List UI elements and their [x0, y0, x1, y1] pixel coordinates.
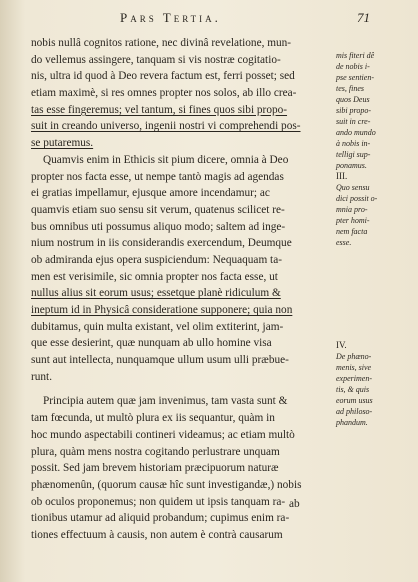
text-line-underlined: ineptum id in Physicâ consideratione supponere; quia non [31, 304, 293, 316]
margin-notes [336, 50, 412, 428]
text-line-underlined: nullus alius sit eorum usus; essetque planè ridiculum & [31, 287, 281, 300]
text-line: possit. Sed jam brevem historiam præcipuorum naturæ [31, 462, 279, 475]
text-line: men est verisimile, sic omnia propter nos facta esse, ut [31, 270, 278, 283]
margin-note-line: quos Deus [336, 95, 370, 104]
margin-note-line: tes, fines [336, 84, 364, 93]
text-line: do vellemus assingere, tanquam si vis nostræ cogitatio- [31, 53, 281, 66]
page-number: 71 [357, 10, 370, 25]
text-line: nis, ultra id quod à Deo revera factum est, ferri posset; sed [31, 70, 295, 83]
margin-note-line: dici possit o- [336, 194, 378, 203]
text-line-underlined: tas esse fingeremus; vel tantum, si fines quos sibi propo- [31, 103, 288, 116]
text-line-underlined: se putaremus. [31, 137, 94, 150]
margin-note-line: mis fiteri dê [336, 51, 375, 60]
text-line: nobis nullâ cognitos ratione, nec divinâ revelatione, mun- [31, 37, 292, 49]
text-line: propter nos facta esse, ut nempe tantò magis ad agendas [31, 170, 284, 183]
margin-section-number: III. [336, 171, 348, 181]
text-line: ob admiranda ejus opera suspiciendum: Nequaquam ta- [31, 253, 282, 266]
text-line: nium nostrum in iis considerandis exercendum, Deumque [31, 237, 292, 250]
text-line: ei gratias impellamur, ejusque amore incendamur; ac [31, 187, 270, 200]
margin-note-line: suit in cre- [336, 117, 371, 126]
margin-note-line: mnia pro- [336, 205, 368, 214]
text-line: ob oculos proponemus; non quidem ut ipsis tanquam ra- [31, 495, 286, 508]
text-line: tionibus utamur ad aliquid probandum; cupimus enim ra- [31, 512, 290, 525]
margin-note-line: ando mundo [336, 128, 376, 137]
margin-note-line: phandum. [336, 418, 368, 427]
margin-note-line: nem facta [336, 227, 368, 236]
margin-note-line: pse sentien- [336, 73, 374, 82]
running-title: Pars Tertia. [120, 10, 221, 25]
text-line: phænomenûn, (quorum causæ hîc sunt investigandæ,) nobis [31, 478, 302, 491]
paragraph-first-line: Quamvis enim in Ethicis sit pium dicere, omnia à Deo [43, 153, 289, 166]
margin-note-line: experimen- [336, 374, 372, 383]
margin-note-line: sibi propo- [336, 106, 372, 115]
text-line: sunt aut intellecta, nunquamque ullum usum ulli præbue- [31, 354, 289, 367]
margin-note-line: De phæno- [336, 352, 372, 361]
margin-section-number: IV. [336, 340, 347, 350]
margin-note-line: eorum usus [336, 396, 373, 405]
catchword: ab [289, 498, 300, 510]
text-line: hoc mundo aspectabili contineri videamus; ac etiam multò [31, 428, 295, 441]
text-line-underlined: suit in creando universo, ingenii nostri vi comprehendi pos- [31, 120, 301, 133]
text-line: que esse desierint, quæ nunquam ab ullo homine visa [31, 337, 272, 350]
paragraph-gap [31, 385, 331, 393]
text-line: tiones effectuum à causis, non autem è contrà causarum [31, 528, 283, 541]
margin-note-line: pter homi- [336, 216, 370, 225]
text-line: quamvis etiam suo sensu sit verum, quatenus scilicet re- [31, 203, 285, 216]
margin-note-line: menis, sive [336, 363, 372, 372]
margin-note-line: telligi sup- [336, 150, 371, 159]
margin-note-line: ponamus. [336, 161, 367, 170]
text-line: runt. [31, 370, 53, 383]
margin-note-line: Quo sensu [336, 183, 370, 192]
text-line: plura, quàm mens nostra cogitando perlustrare unquam [31, 445, 280, 458]
main-text [31, 35, 331, 544]
margin-note-line: de nobis i- [336, 62, 370, 71]
margin-note-line: à nobis in- [336, 139, 371, 148]
page-header [0, 10, 418, 30]
text-line: dubitamus, quin multa existant, vel olim extiterint, jam- [31, 320, 284, 333]
text-line: etiam maximè, si res omnes propter nos solos, ab illo crea- [31, 87, 297, 100]
margin-gap [336, 248, 412, 340]
paragraph-first-line: Principia autem quæ jam invenimus, tam vasta sunt & [43, 395, 288, 408]
margin-note-line: esse. [336, 238, 352, 247]
text-line: bus omnibus uti possumus aliquo modo; saltem ad inge- [31, 220, 286, 233]
text-line: tam fœcunda, ut multò plura ex iis sequantur, quàm in [31, 412, 275, 425]
margin-note-line: ad philoso- [336, 407, 373, 416]
margin-note-line: tis, & quis [336, 385, 370, 394]
